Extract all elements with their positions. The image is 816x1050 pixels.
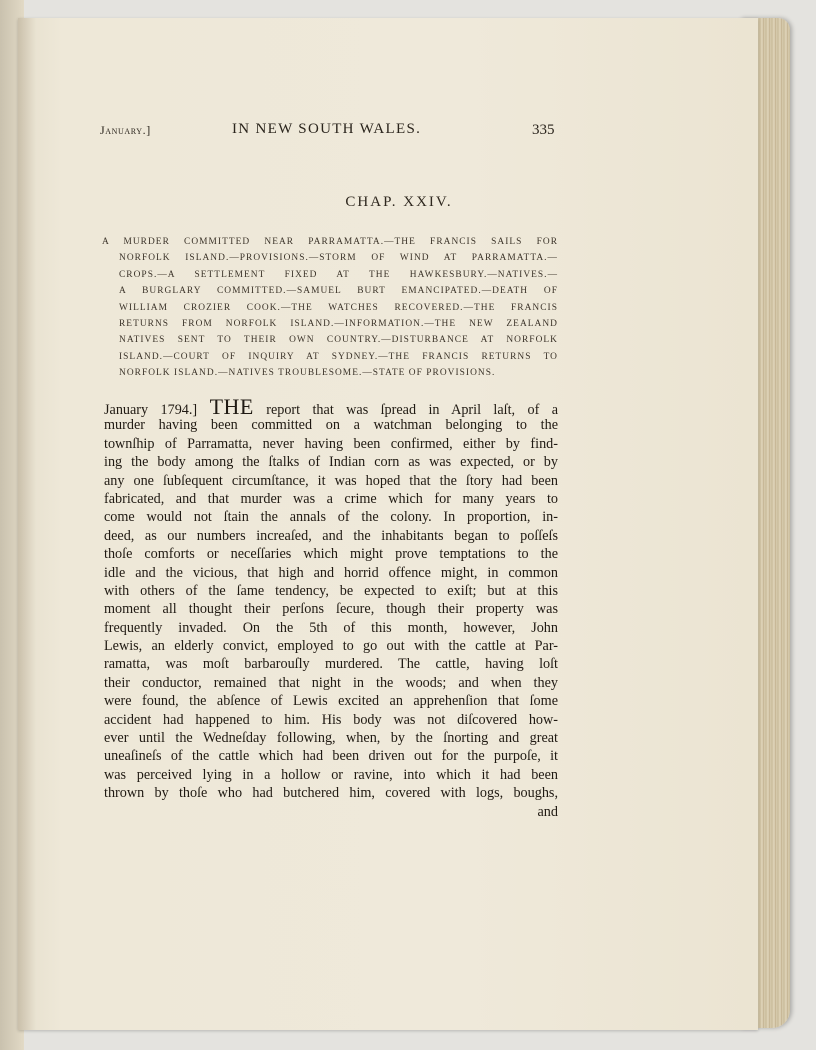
body-line: come would not ſtain the annals of the colony. In proportion, in-	[104, 509, 558, 526]
summary-line: NATIVES SENT TO THEIR OWN COUNTRY.—DISTURBANCE AT NORFOLK	[119, 335, 558, 346]
chapter-summary	[102, 234, 558, 382]
chapter-title: CHAP. XXIV.	[345, 194, 453, 210]
running-head	[18, 121, 758, 143]
page-number: 335	[532, 122, 555, 138]
drop-cap: THE	[209, 394, 254, 419]
body-line: thrown by thoſe who had butchered him, covered with logs, boughs,	[104, 785, 558, 802]
body-line: their conductor, remained that night in the woods; and when they	[104, 674, 558, 691]
body-line: was perceived lying in a hollow or ravine, into which it had been	[104, 766, 558, 783]
summary-line: WILLIAM CROZIER COOK.—THE WATCHES RECOVERED.—THE FRANCIS	[119, 302, 558, 313]
body-line: any one ſubſequent circumſtance, it was hoped that the ſtory had been	[104, 472, 558, 489]
book-page	[18, 18, 758, 1030]
body-line: deed, as our numbers increaſed, and the inhabitants began to poſſeſs	[104, 527, 558, 544]
body-line: moment all thought their perſons ſecure, though their property was	[104, 601, 558, 618]
body-line: fabricated, and that murder was a crime which for many years to	[104, 490, 558, 507]
gutter-shadow	[18, 18, 36, 1030]
body-line: were found, the abſence of Lewis excited an apprehenſion that ſome	[104, 693, 558, 710]
summary-line: CROPS.—A SETTLEMENT FIXED AT THE HAWKESBURY.—NATIVES.—	[119, 269, 558, 280]
body-line: townſhip of Parramatta, never having been confirmed, either by find-	[104, 435, 558, 452]
summary-line: ISLAND.—COURT OF INQUIRY AT SYDNEY.—THE FRANCIS RETURNS TO	[119, 351, 558, 362]
body-line: idle and the vicious, that high and horrid offence might, in common	[104, 564, 558, 581]
body-paragraph	[104, 394, 558, 821]
body-first-line	[104, 394, 558, 419]
summary-line: A MURDER COMMITTED NEAR PARRAMATTA.—THE FRANCIS SAILS FOR	[102, 237, 558, 247]
summary-line: A BURGLARY COMMITTED.—SAMUEL BURT EMANCIPATED.—DEATH OF	[119, 286, 558, 297]
body-line: ramatta, was moſt barbarouſly murdered. The cattle, having loſt	[104, 656, 558, 673]
summary-line: RETURNS FROM NORFOLK ISLAND.—INFORMATION.—THE NEW ZEALAND	[119, 318, 558, 329]
margin-date: January 1794.]	[104, 402, 198, 418]
body-line: uneaſineſs of the cattle which had been driven out for the purpoſe, it	[104, 748, 558, 765]
running-head-title: IN NEW SOUTH WALES.	[232, 121, 422, 137]
body-line: thoſe comforts or neceſſaries which might prove temptations to the	[104, 546, 558, 563]
body-line: ever until the Wedneſday following, when, by the ſnorting and great	[104, 730, 558, 747]
body-line: murder having been committed on a watchman belonging to the	[104, 417, 558, 434]
running-head-month: January.]	[100, 123, 151, 137]
body-line: frequently invaded. On the 5th of this month, however, John	[104, 619, 558, 636]
catchword: and	[537, 803, 558, 820]
body-line: with others of the ſame tendency, be expected to exiſt; but at this	[104, 582, 558, 599]
summary-line: NORFOLK ISLAND.—PROVISIONS.—STORM OF WIND AT PARRAMATTA.—	[119, 253, 558, 264]
body-line: Lewis, an elderly convict, employed to go out with the cattle at Par-	[104, 638, 558, 655]
body-line: accident had happened to him. His body was not diſcovered how-	[104, 711, 558, 728]
summary-line: NORFOLK ISLAND.—NATIVES TROUBLESOME.—STATE OF PROVISIONS.	[119, 368, 496, 379]
body-line: ing the body among the ſtalks of Indian corn as was expected, or by	[104, 454, 558, 471]
first-line-text: report that was ſpread in April laſt, of a	[266, 402, 558, 418]
